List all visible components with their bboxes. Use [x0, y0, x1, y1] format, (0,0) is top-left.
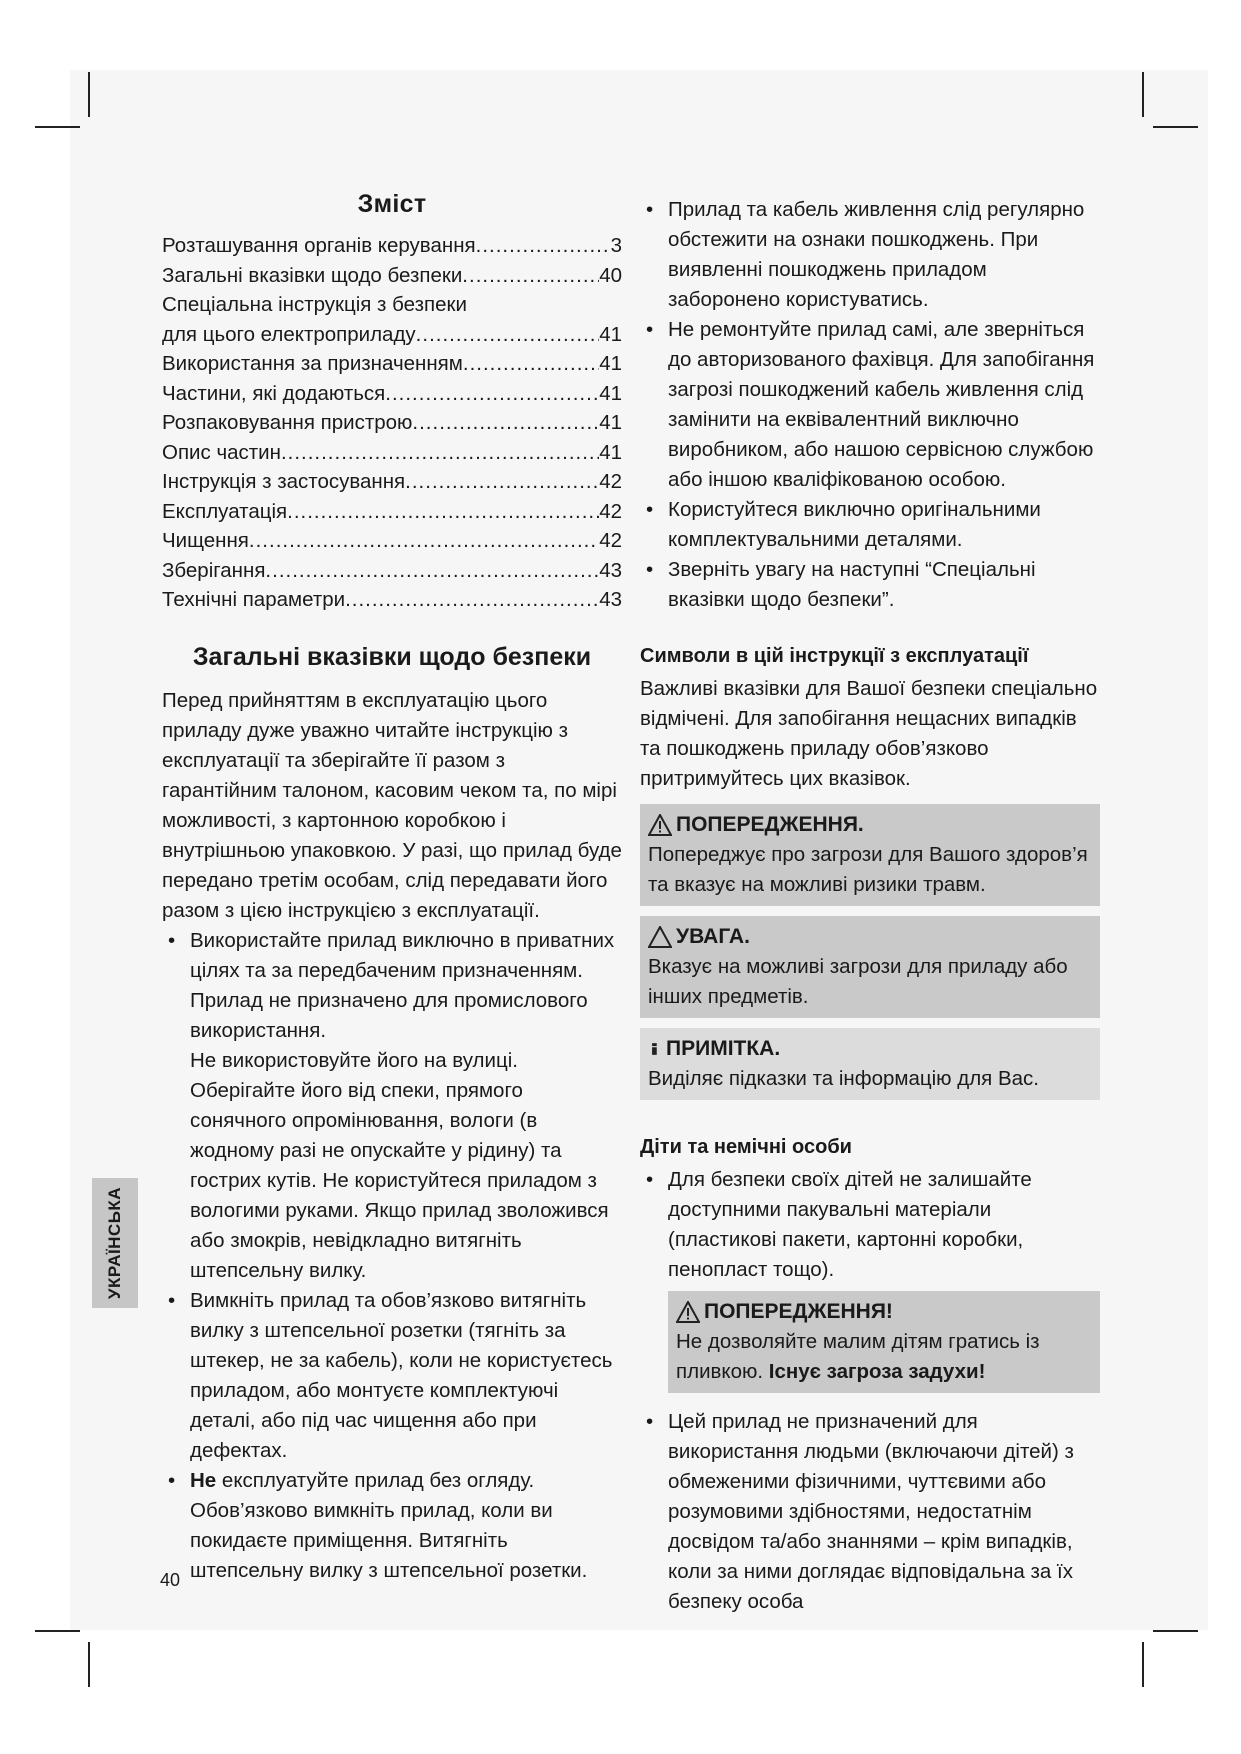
note-box — [640, 1028, 1100, 1100]
warning-box — [640, 804, 1100, 906]
right-column — [640, 195, 1100, 1617]
caution-title: УВАГА. — [676, 925, 750, 948]
children-warning-text: Не дозволяйте малим дітям гратись із пливкою. Існує загроза задухи! — [676, 1330, 1040, 1383]
info-icon — [648, 1038, 662, 1060]
toc-entry[interactable]: Опис частин ..... 41 — [162, 438, 622, 468]
children-heading: Діти та немічні особи — [640, 1136, 852, 1158]
crop-mark — [35, 1630, 80, 1632]
note-title: ПРИМІТКА. — [666, 1037, 781, 1060]
list-item: • Вимкніть прилад та обов’язково витягніть вилку з штепсельної розетки (тягніть за штекер, не за кабель), коли не користуєтесь приладом, або монтуєте комплектуючі деталі, або під час чищення або при дефектах. — [162, 1286, 622, 1466]
list-item: • Прилад та кабель живлення слід регулярно обстежити на ознаки пошкоджень. При виявленні пошкоджень приладом заборонено користуватись. — [640, 195, 1100, 315]
toc-entry[interactable]: Частини, які додаються ..... 41 — [162, 379, 622, 409]
toc-entry[interactable]: Експлуатація ..... 42 — [162, 497, 622, 527]
safety-list-continued — [640, 195, 1100, 615]
list-item: • Користуйтеся виключно оригінальними комплектувальними деталями. — [640, 495, 1100, 555]
warning-triangle-icon — [676, 1301, 700, 1323]
toc-entry[interactable]: Розташування органів керування ..... 3 — [162, 231, 622, 261]
crop-mark — [88, 1642, 90, 1687]
children-list — [640, 1165, 1100, 1617]
language-side-tab — [92, 1178, 138, 1308]
crop-mark — [1142, 1642, 1144, 1687]
symbols-heading: Символи в цій інструкції з експлуатації — [640, 645, 1029, 667]
warning-title: ПОПЕРЕДЖЕННЯ. — [676, 813, 864, 836]
safety-list — [162, 926, 622, 1586]
list-item: • Для безпеки своїх дітей не залишайте доступними пакувальні матеріали (пластикові пакети, картонні коробки, пенопласт тощо). ПОПЕРЕДЖЕННЯ! Не дозволяйте малим дітям гратись із пливкою. Існує загроза задухи! — [640, 1165, 1100, 1393]
caution-text: Вказує на можливі загрози для приладу або інших предметів. — [648, 955, 1068, 1008]
toc-entry[interactable]: для цього електроприладу ..... 41 — [162, 320, 622, 350]
warning-text: Попереджує про загрози для Вашого здоров’я та вказує на можливі ризики травм. — [648, 843, 1088, 896]
toc-entry[interactable]: Технічні параметри ..... 43 — [162, 585, 622, 615]
crop-mark — [1153, 126, 1198, 128]
crop-mark — [1153, 1630, 1198, 1632]
list-item: • Цей прилад не призначений для використання людьми (включаючи дітей) з обмеженими фізичними, чуттєвими або розумовими здібностями, недостатнім досвідом та/або знаннями – крім випадків, коли за ними доглядає відповідальна за їх безпеку особа — [640, 1407, 1100, 1617]
toc-title: Зміст — [357, 190, 427, 218]
symbols-text: Важливі вказівки для Вашої безпеки спеціально відмічені. Для запобігання нещасних випадків та пошкоджень приладу обов’язково притримуйтесь цих вказівок. — [640, 677, 1098, 790]
left-column — [162, 190, 622, 1586]
crop-mark — [88, 72, 90, 117]
children-warning-title: ПОПЕРЕДЖЕННЯ! — [704, 1300, 893, 1323]
note-text: Виділяє підказки та інформацію для Вас. — [648, 1067, 1039, 1090]
toc-entry[interactable]: Розпаковування пристрою ..... 41 — [162, 408, 622, 438]
list-item: • Використайте прилад виключно в приватних цілях та за передбаченим призначенням. Прилад не призначено для промислового використання. Не використовуйте його на вулиці. Оберігайте його від спеки, прямого сонячного опромінювання, вологи (в жодному разі не опускайте у рідину) та гострих кутів. Не користуйтеся приладом з вологими руками. Якщо прилад зволожився або змокрів, невідкладно витягніть штепсельну вилку. — [162, 926, 622, 1286]
caution-triangle-icon — [648, 926, 672, 948]
crop-mark — [1142, 72, 1144, 117]
warning-triangle-icon — [648, 814, 672, 836]
caution-box — [640, 916, 1100, 1018]
crop-mark — [35, 126, 80, 128]
language-label: УКРАЇНСЬКА — [105, 1186, 124, 1300]
list-item: • Не експлуатуйте прилад без огляду. Обов’язково вимкніть прилад, коли ви покидаєте приміщення. Витягніть штепсельну вилку з штепсельної розетки. — [162, 1466, 622, 1586]
safety-intro: Перед прийняттям в експлуатацію цього приладу дуже уважно читайте інструкцію з експлуатації та зберігайте її разом з гарантійним талоном, касовим чеком та, по мірі можливості, з картонною коробкою і внутрішньою упаковкою. У разі, що прилад буде передано третім особам, слід передавати його разом з цією інструкцією з експлуатації. — [162, 688, 622, 922]
toc-entry[interactable]: Спеціальна інструкція з безпеки — [162, 293, 467, 316]
table-of-contents — [162, 231, 622, 615]
toc-entry[interactable]: Використання за призначенням ..... 41 — [162, 349, 622, 379]
toc-entry[interactable]: Загальні вказівки щодо безпеки ..... 40 — [162, 261, 622, 291]
toc-entry[interactable]: Зберігання ..... 43 — [162, 556, 622, 586]
list-item: • Не ремонтуйте прилад самі, але зверніться до авторизованого фахівця. Для запобігання загрозі пошкоджений кабель живлення слід замінити на еквівалентний виключно виробником, або нашою сервісною службою або іншою кваліфікованою особою. — [640, 315, 1100, 495]
list-item: • Зверніть увагу на наступні “Спеціальні вказівки щодо безпеки”. — [640, 555, 1100, 615]
safety-heading: Загальні вказівки щодо безпеки — [192, 642, 592, 671]
toc-entry[interactable]: Інструкція з застосування ..... 42 — [162, 467, 622, 497]
page-number: 40 — [160, 1570, 181, 1590]
toc-entry[interactable]: Чищення ..... 42 — [162, 526, 622, 556]
children-warning-box — [668, 1291, 1100, 1393]
